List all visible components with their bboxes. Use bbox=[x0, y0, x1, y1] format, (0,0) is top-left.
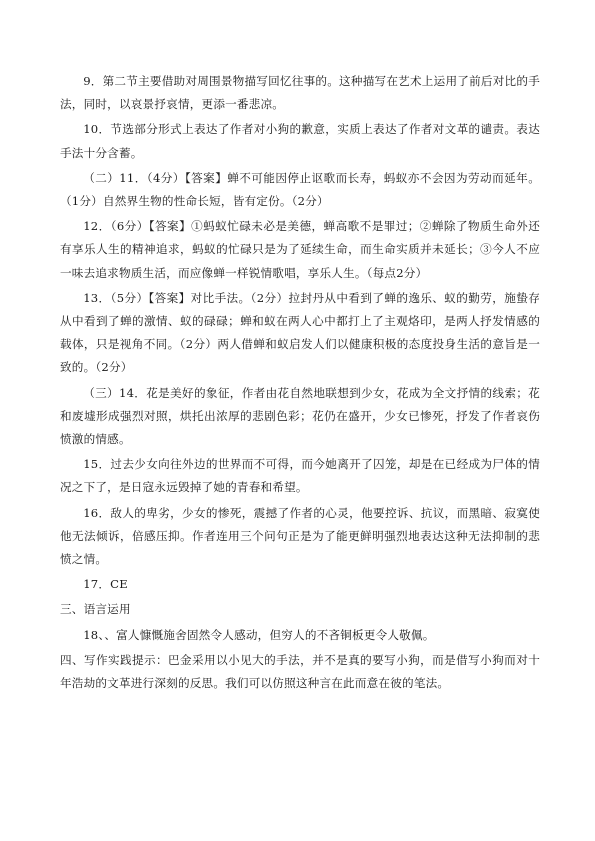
answer-9: 9．第二节主要借助对周围景物描写回忆往事的。这种描写在艺术上运用了前后对比的手法，同时，以哀景抒哀情，更添一番悲凉。 bbox=[60, 74, 540, 112]
answer-14: （三）14．花是美好的象征，作者由花自然地联想到少女，花成为全文抒情的线索；花和废墟形成强烈对照，烘托出浓厚的悲剧色彩；花仍在盛开，少女已惨死，抒发了作者哀伤愤激的情感。 bbox=[60, 385, 540, 447]
answer-10: 10．节选部分形式上表达了作者对小狗的歉意，实质上表达了作者对文革的谴责。表达手法十分含蓄。 bbox=[60, 122, 540, 160]
answer-15: 15．过去少女向往外边的世界而不可得，而今她离开了囚笼，却是在已经成为尸体的情况之下了，是日寇永远毁掉了她的青春和希望。 bbox=[60, 457, 540, 495]
answer-18: 18、、富人慷慨施舍固然令人感动，但穷人的不吝铜板更令人敬佩。 bbox=[83, 627, 435, 642]
answer-16: 16．敌人的卑劣，少女的惨死，震撼了作者的心灵，他要控诉、抗议，而黑暗、寂寞使他无法倾诉，倍感压抑。作者连用三个问句正是为了能更鲜明强烈地表达这种无法抑制的悲愤之情。 bbox=[60, 505, 540, 567]
section-heading-language: 三、语言运用 bbox=[60, 602, 131, 617]
answer-12: 12．（6分）【答案】①蚂蚁忙碌未必是美德，蝉高歌不是罪过；②蝉除了物质生命外还有享乐人生的精神追求，蚂蚁的忙碌只是为了延续生命，而生命实质并未延长；③今人不应一味去追求物质生活，而应像蝉一样锐情歌唱，享乐人生。（每点2分） bbox=[60, 219, 540, 280]
answer-11: （二）11．（4分）【答案】蝉不可能因停止讴歌而长寿，蚂蚁亦不会因为劳动而延年。（1分）自然界生物的性命长短，皆有定份。（2分） bbox=[60, 170, 540, 209]
writing-practice-tip: 四、写作实践提示：巴金采用以小见大的手法，并不是真的要写小狗，而是借写小狗而对十年浩劫的文革进行深刻的反思。我们可以仿照这种言在此而意在彼的笔法。 bbox=[60, 652, 540, 691]
answer-17: 17．CE bbox=[83, 577, 128, 592]
answer-key-body bbox=[60, 70, 540, 697]
answer-13: 13．（5分）【答案】对比手法。（2分）拉封丹从中看到了蝉的逸乐、蚁的勤劳，施蛰存从中看到了蝉的激情、蚁的碌碌；蝉和蚁在两人心中都打上了主观烙印，是两人抒发情感的载体，只是视角不同。（2分）两人借蝉和蚁启发人们以健康积极的态度投身生活的意旨是一致的。（2分） bbox=[60, 290, 540, 375]
